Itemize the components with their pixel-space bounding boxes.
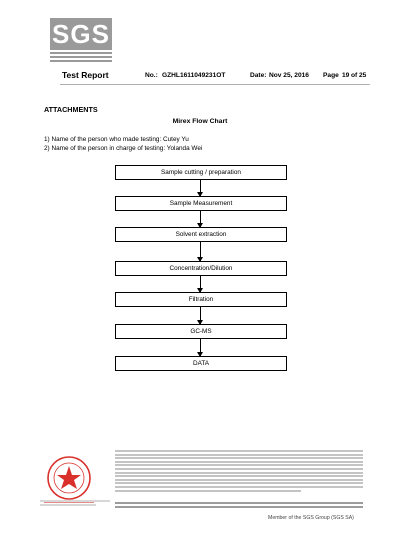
flow-chart-title: Mirex Flow Chart: [172, 118, 228, 125]
flow-step-solvent-extraction: Solvent extraction: [115, 227, 287, 242]
flow-arrow: [200, 242, 201, 261]
page-total: 25: [359, 72, 367, 79]
flow-step-data: DATA: [115, 356, 287, 371]
report-date-label: Date:: [250, 72, 267, 79]
seal-caption: [40, 500, 110, 508]
report-date: Nov 25, 2016: [269, 72, 309, 79]
page-label: Page: [323, 72, 339, 79]
report-number: GZHL1611049231OT: [162, 72, 226, 79]
legal-disclaimer: [115, 450, 363, 493]
flow-arrow: [200, 180, 201, 196]
sgs-logo-stripes: [50, 52, 112, 64]
report-number-label: No.:: [145, 72, 158, 79]
report-title: Test Report: [62, 70, 109, 80]
attachments-heading: ATTACHMENTS: [44, 105, 98, 114]
tested-by-line: 1) Name of the person who made testing: Cutey Yu: [44, 136, 189, 143]
sgs-logo-text: SGS: [50, 18, 112, 50]
flow-arrow: [200, 211, 201, 227]
company-address: [115, 502, 363, 510]
page-current: 19: [342, 72, 350, 79]
flow-step-concentration-dilution: Concentration/Dilution: [115, 261, 287, 276]
header-divider: [60, 84, 370, 85]
flow-arrow: [200, 339, 201, 356]
in-charge-line: 2) Name of the person in charge of testing: Yolanda Wei: [44, 145, 203, 152]
flow-step-gc-ms: GC-MS: [115, 324, 287, 339]
flow-arrow: [200, 276, 201, 292]
flow-arrow: [200, 307, 201, 324]
flow-step-sample-measurement: Sample Measurement: [115, 196, 287, 211]
sgs-group-member-text: Member of the SGS Group (SGS SA): [268, 515, 354, 521]
sgs-logo: [50, 18, 112, 64]
flow-step-sample-cutting: Sample cutting / preparation: [115, 165, 287, 180]
flow-step-filtration: Filtration: [115, 292, 287, 307]
page-of: of: [351, 72, 358, 79]
